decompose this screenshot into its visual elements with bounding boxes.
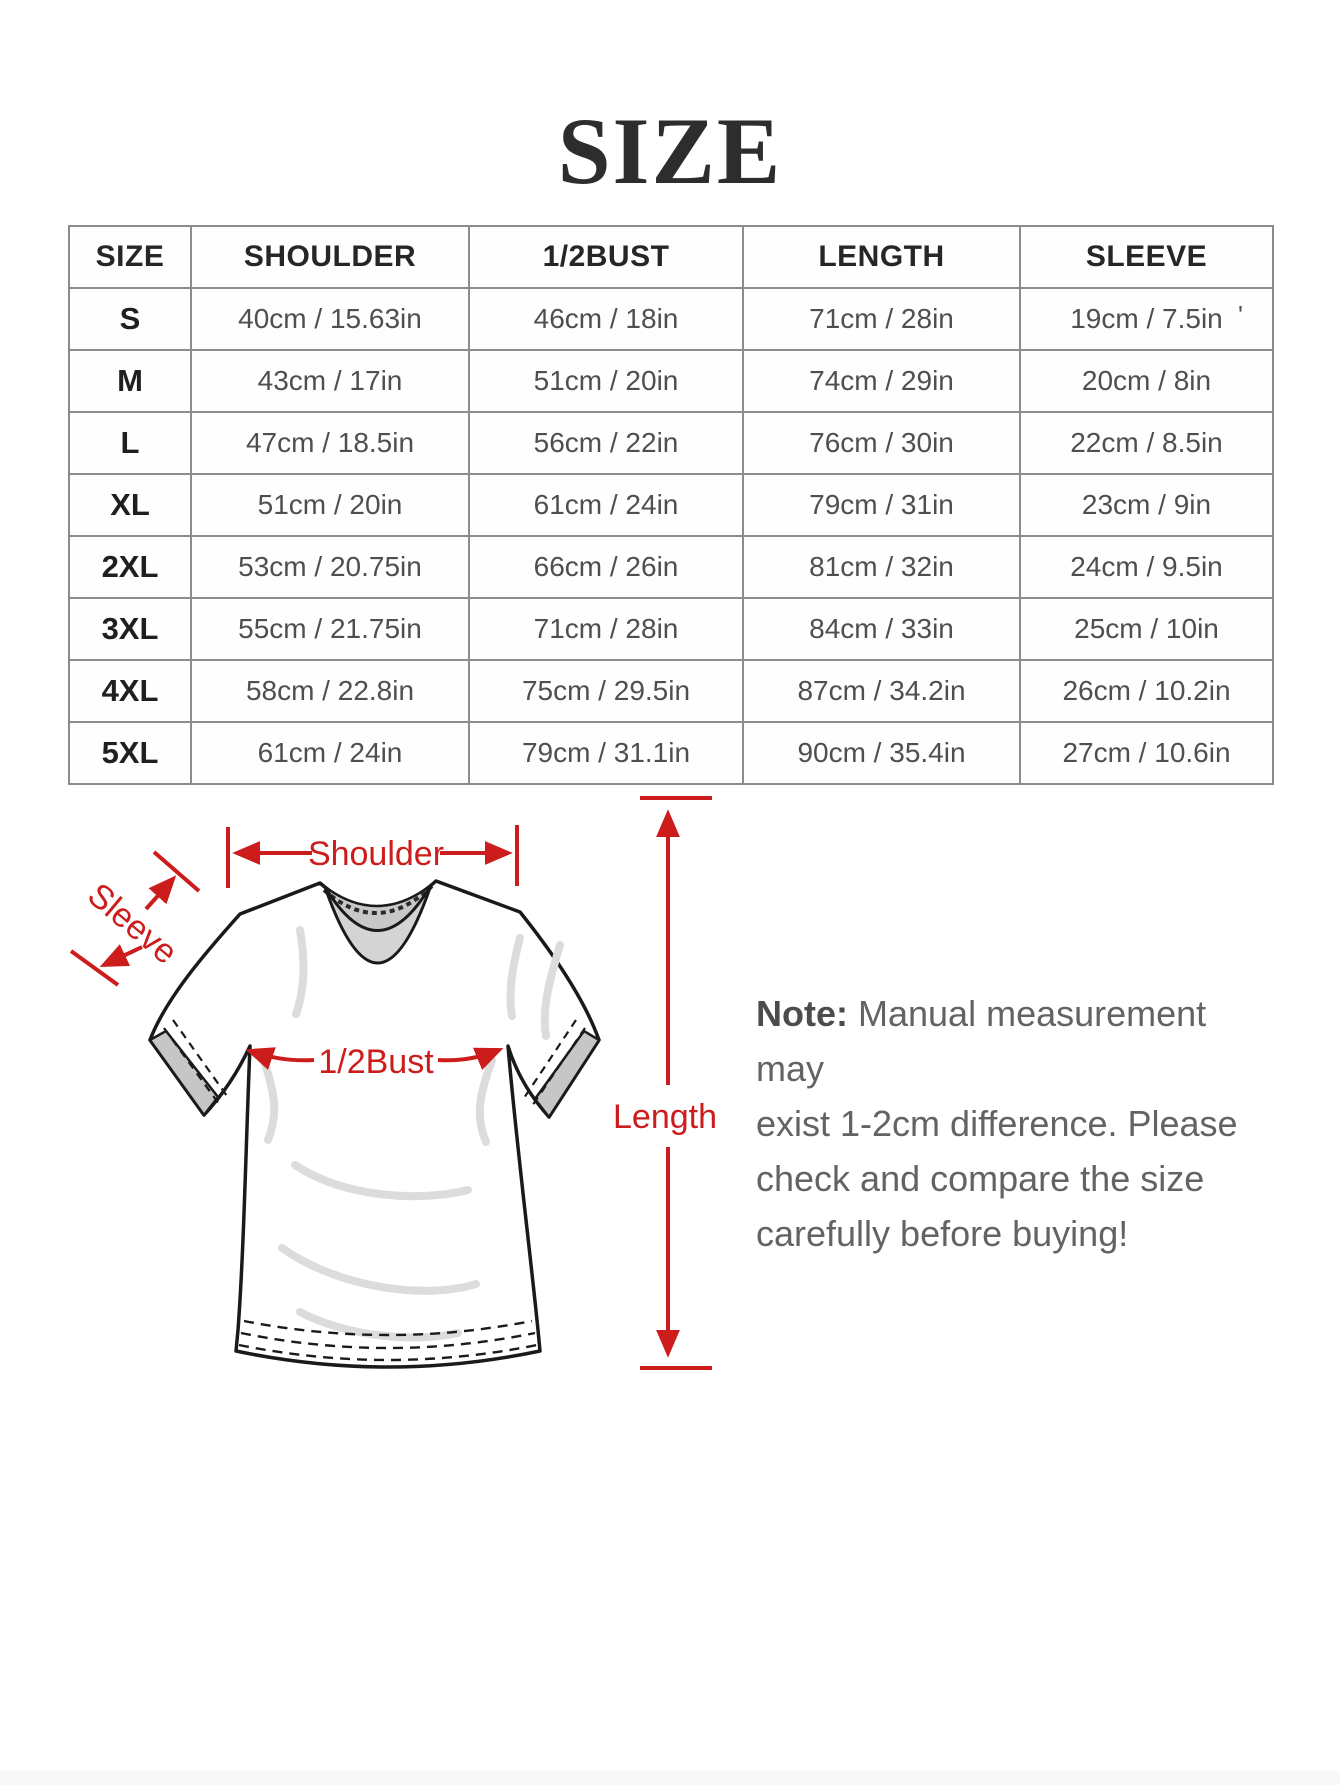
value-cell: 58cm / 22.8in [191, 660, 469, 722]
value-cell: 53cm / 20.75in [191, 536, 469, 598]
value-cell: 84cm / 33in [743, 598, 1020, 660]
size-cell: M [69, 350, 191, 412]
value-cell: 79cm / 31.1in [469, 722, 743, 784]
value-cell: 43cm / 17in [191, 350, 469, 412]
value-cell: 27cm / 10.6in [1020, 722, 1273, 784]
value-cell: 47cm / 18.5in [191, 412, 469, 474]
size-cell: 4XL [69, 660, 191, 722]
value-cell: 71cm / 28in [743, 288, 1020, 350]
value-cell: 24cm / 9.5in [1020, 536, 1273, 598]
bust-label: 1/2Bust [318, 1043, 434, 1081]
page-title: SIZE [557, 98, 783, 204]
value-cell: 40cm / 15.63in [191, 288, 469, 350]
size-cell: L [69, 412, 191, 474]
value-cell: 46cm / 18in [469, 288, 743, 350]
sleeve-label: Sleeve [80, 875, 185, 972]
value-cell: 61cm / 24in [469, 474, 743, 536]
tshirt-illustration [150, 881, 599, 1367]
value-cell: 79cm / 31in [743, 474, 1020, 536]
size-cell: 2XL [69, 536, 191, 598]
size-cell: XL [69, 474, 191, 536]
length-arrow [640, 798, 712, 1368]
note-text: Manual measurement may [756, 993, 1207, 1089]
header-sleeve: SLEEVE [1020, 226, 1273, 288]
stray-mark: ' [1238, 300, 1243, 330]
header-shoulder: SHOULDER [191, 226, 469, 288]
header-length: LENGTH [743, 226, 1020, 288]
value-cell: 20cm / 8in [1020, 350, 1273, 412]
value-cell: 19cm / 7.5in [1020, 288, 1273, 350]
value-cell: 87cm / 34.2in [743, 660, 1020, 722]
value-cell: 90cm / 35.4in [743, 722, 1020, 784]
value-cell: 51cm / 20in [191, 474, 469, 536]
value-cell: 81cm / 32in [743, 536, 1020, 598]
header-bust: 1/2BUST [469, 226, 743, 288]
value-cell: 76cm / 30in [743, 412, 1020, 474]
size-cell: 5XL [69, 722, 191, 784]
header-size: SIZE [69, 226, 191, 288]
size-cell: S [69, 288, 191, 350]
value-cell: 66cm / 26in [469, 536, 743, 598]
value-cell: 56cm / 22in [469, 412, 743, 474]
value-cell: 71cm / 28in [469, 598, 743, 660]
bottom-strip [0, 1771, 1340, 1785]
shoulder-label: Shoulder [307, 835, 445, 873]
note-line: exist 1-2cm difference. Please [756, 1103, 1238, 1144]
value-cell: 23cm / 9in [1020, 474, 1273, 536]
note-label: Note: [756, 993, 848, 1034]
size-cell: 3XL [69, 598, 191, 660]
value-cell: 61cm / 24in [191, 722, 469, 784]
note-line: check and compare the size [756, 1158, 1205, 1199]
note-line: carefully before buying! [756, 1213, 1129, 1254]
value-cell: 75cm / 29.5in [469, 660, 743, 722]
note-block [756, 986, 1281, 1261]
value-cell: 74cm / 29in [743, 350, 1020, 412]
value-cell: 22cm / 8.5in [1020, 412, 1273, 474]
note-line [756, 986, 1281, 1096]
value-cell: 51cm / 20in [469, 350, 743, 412]
value-cell: 25cm / 10in [1020, 598, 1273, 660]
value-cell: 26cm / 10.2in [1020, 660, 1273, 722]
length-label: Length [613, 1098, 717, 1136]
value-cell: 55cm / 21.75in [191, 598, 469, 660]
